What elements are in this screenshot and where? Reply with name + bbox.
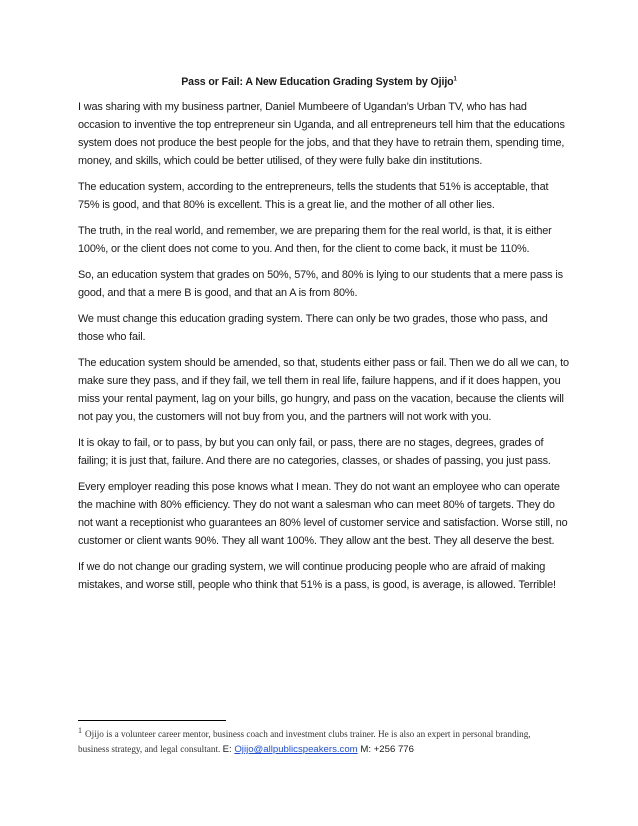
email-link[interactable]: Ojijo@allpublicspeakers.com	[234, 744, 358, 755]
paragraph-4: So, an education system that grades on 50%, 57%, and 80% is lying to our students that a mere pass is good, and that a mere B is good, and that an A is from 80%.	[78, 269, 563, 299]
paragraph-3: The truth, in the real world, and remember, we are preparing them for the real world, is that, it is either 100%, or the client does not come to you. And then, for the client to come back, it must be 110%.	[78, 225, 552, 255]
document-title	[0, 76, 638, 88]
footnote-contact	[223, 744, 414, 755]
title-footnote-ref: 1	[453, 76, 457, 83]
paragraph-8: Every employer reading this pose knows what I mean. They do not want an employee who can operate the machine with 80% efficiency. They do not want a salesman who can meet 80% of targets. They do not want a receptionist who guarantees an 80% level of customer service and satisfaction. Worse still, no customer or client wants 90%. They all want 100%. They allow ant the best. They all deserve the best.	[78, 481, 568, 547]
document-body	[78, 98, 570, 602]
phone-number: +256 776	[373, 744, 414, 755]
phone-label: M:	[360, 744, 372, 755]
paragraph-9: If we do not change our grading system, we will continue producing people who are afraid of making mistakes, and worse still, people who think that 51% is a pass, is good, is average, is allowed. Terrible!	[78, 561, 556, 591]
footnote-text: Ojijo is a volunteer career mentor, business coach and investment clubs trainer. He is also an expert in personal branding, business strategy, and legal consultant.	[78, 729, 531, 754]
title-text: Pass or Fail: A New Education Grading System by Ojijo	[181, 76, 454, 88]
paragraph-1: I was sharing with my business partner, Daniel Mumbeere of Ugandan’s Urban TV, who has had occasion to inventive the top entrepreneur sin Uganda, and all entrepreneurs tell him that the educations system does not produce the best people for the jobs, and that they have to retrain them, spending time, money, and skills, which could be better utilised, of they were fully bake din institutions.	[78, 101, 565, 167]
paragraph-2: The education system, according to the entrepreneurs, tells the students that 51% is acceptable, that 75% is good, and that 80% is excellent. This is a great lie, and the mother of all other lies.	[78, 181, 549, 211]
footnote-mark: 1	[78, 725, 82, 735]
paragraph-7: It is okay to fail, or to pass, by but you can only fail, or pass, there are no stages, degrees, grades of failing; it is just that, failure. And there are no categories, classes, or shades of passing, you just pass.	[78, 437, 551, 467]
email-label: E:	[222, 744, 232, 755]
paragraph-6: The education system should be amended, so that, students either pass or fail. Then we do all we can, to make sure they pass, and if they fail, we tell them in real life, failure happens, and if it does happen, you miss your rental payment, lag on your bills, go hungry, and pass on the vacation, because the clients will not pay you, the customers will not buy from you, and the partners will not work with you.	[78, 357, 569, 423]
paragraph-5: We must change this education grading system. There can only be two grades, those who pass, and those who fail.	[78, 313, 548, 343]
footnote-separator	[78, 720, 226, 721]
footnote	[78, 727, 558, 757]
